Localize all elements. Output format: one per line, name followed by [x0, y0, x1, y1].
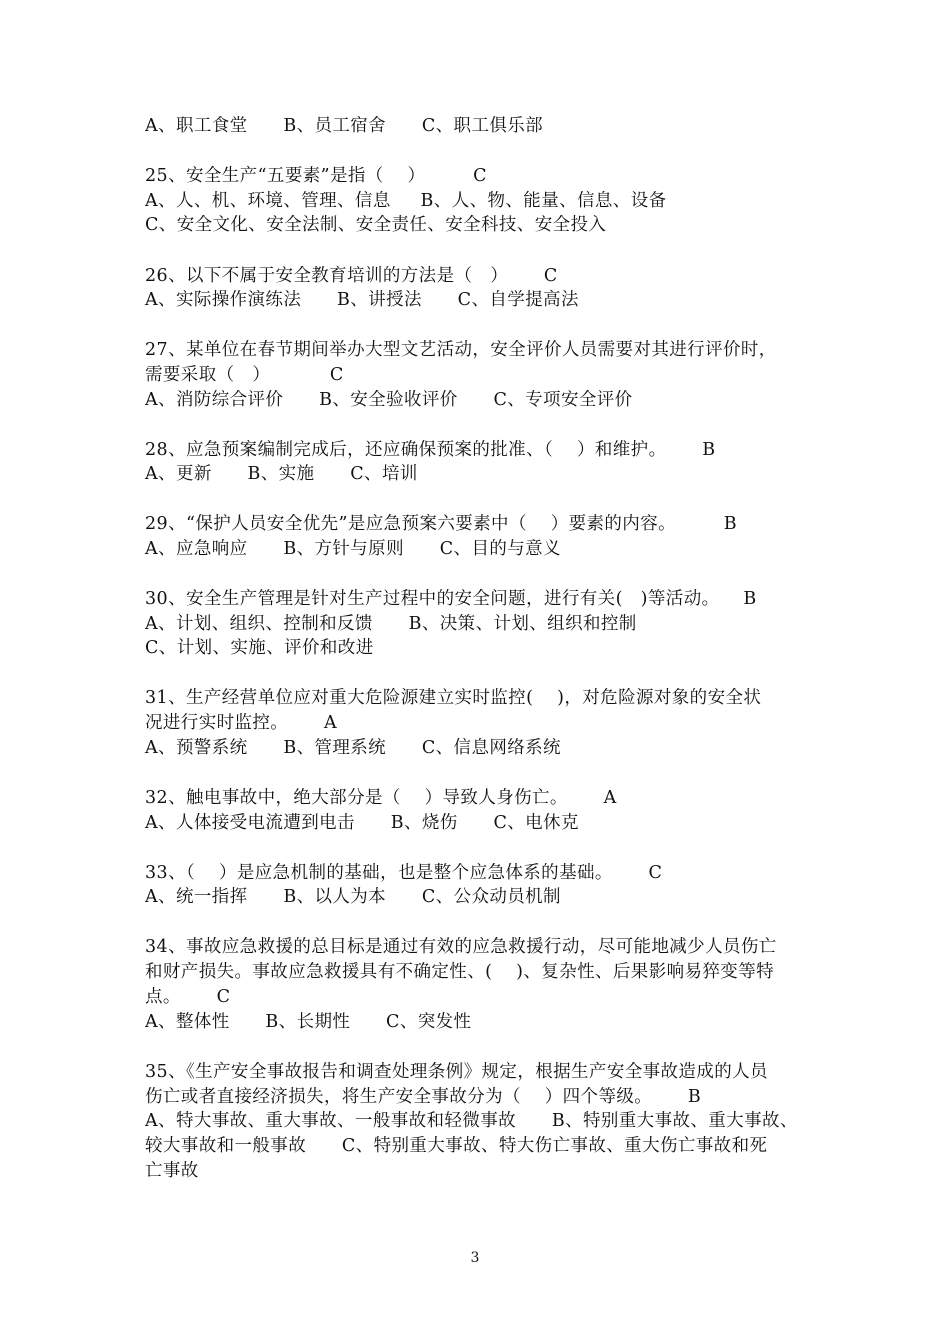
question-27: 27、某单位在春节期间举办大型文艺活动，安全评价人员需要对其进行评价时， — [145, 340, 777, 360]
question-35: 35、《生产安全事故报告和调查处理条例》规定，根据生产安全事故造成的人员 — [145, 1062, 768, 1082]
option-line: C、安全文化、安全法制、安全责任、安全科技、安全投入 — [145, 215, 607, 235]
option-line: A、计划、组织、控制和反馈 B、决策、计划、组织和控制 — [145, 614, 637, 634]
option-line: A、职工食堂 B、员工宿舍 C、职工俱乐部 — [145, 116, 544, 136]
option-line: 亡事故 — [145, 1161, 199, 1181]
question-35-cont: 伤亡或者直接经济损失，将生产安全事故分为（ ）四个等级。 B — [145, 1087, 702, 1107]
option-line: A、整体性 B、长期性 C、突发性 — [145, 1012, 472, 1032]
option-line: A、人体接受电流遭到电击 B、烧伤 C、电休克 — [145, 813, 579, 833]
page-number: 3 — [470, 1250, 480, 1266]
option-line: A、更新 B、实施 C、培训 — [145, 464, 418, 484]
option-line: A、实际操作演练法 B、讲授法 C、自学提高法 — [145, 290, 579, 310]
option-line: A、统一指挥 B、以人为本 C、公众动员机制 — [145, 887, 561, 907]
question-33: 33、（ ）是应急机制的基础，也是整个应急体系的基础。 C — [145, 863, 663, 883]
option-line: A、特大事故、重大事故、一般事故和轻微事故 B、特别重大事故、重大事故、 — [145, 1111, 798, 1131]
question-26: 26、以下不属于安全教育培训的方法是（ ） C — [145, 266, 558, 286]
question-27-cont: 需要采取（ ） C — [145, 365, 344, 385]
question-28: 28、应急预案编制完成后，还应确保预案的批准、（ ）和维护。 B — [145, 440, 716, 460]
option-line: A、应急响应 B、方针与原则 C、目的与意义 — [145, 539, 561, 559]
option-line: A、预警系统 B、管理系统 C、信息网络系统 — [145, 738, 561, 758]
question-34-cont: 和财产损失。事故应急救援具有不确定性、( )、复杂性、后果影响易猝变等特 — [145, 962, 775, 982]
question-34: 34、事故应急救援的总目标是通过有效的应急救援行动，尽可能地减少人员伤亡 — [145, 937, 777, 957]
question-34-cont: 点。 C — [145, 987, 231, 1007]
option-line: A、人、机、环境、管理、信息 B、人、物、能量、信息、设备 — [145, 191, 667, 211]
option-line: 较大事故和一般事故 C、特别重大事故、特大伤亡事故、重大伤亡事故和死 — [145, 1136, 768, 1156]
question-30: 30、安全生产管理是针对生产过程中的安全问题，进行有关( )等活动。 B — [145, 589, 757, 609]
question-25: 25、安全生产“五要素”是指（ ） C — [145, 166, 487, 186]
question-31-cont: 况进行实时监控。 A — [145, 713, 338, 733]
question-31: 31、生产经营单位应对重大危险源建立实时监控( )，对危险源对象的安全状 — [145, 688, 762, 708]
question-29: 29、“保护人员安全优先”是应急预案六要素中（ ）要素的内容。 B — [145, 514, 737, 534]
question-32: 32、触电事故中，绝大部分是（ ）导致人身伤亡。 A — [145, 788, 617, 808]
option-line: C、计划、实施、评价和改进 — [145, 638, 374, 658]
option-line: A、消防综合评价 B、安全验收评价 C、专项安全评价 — [145, 390, 633, 410]
